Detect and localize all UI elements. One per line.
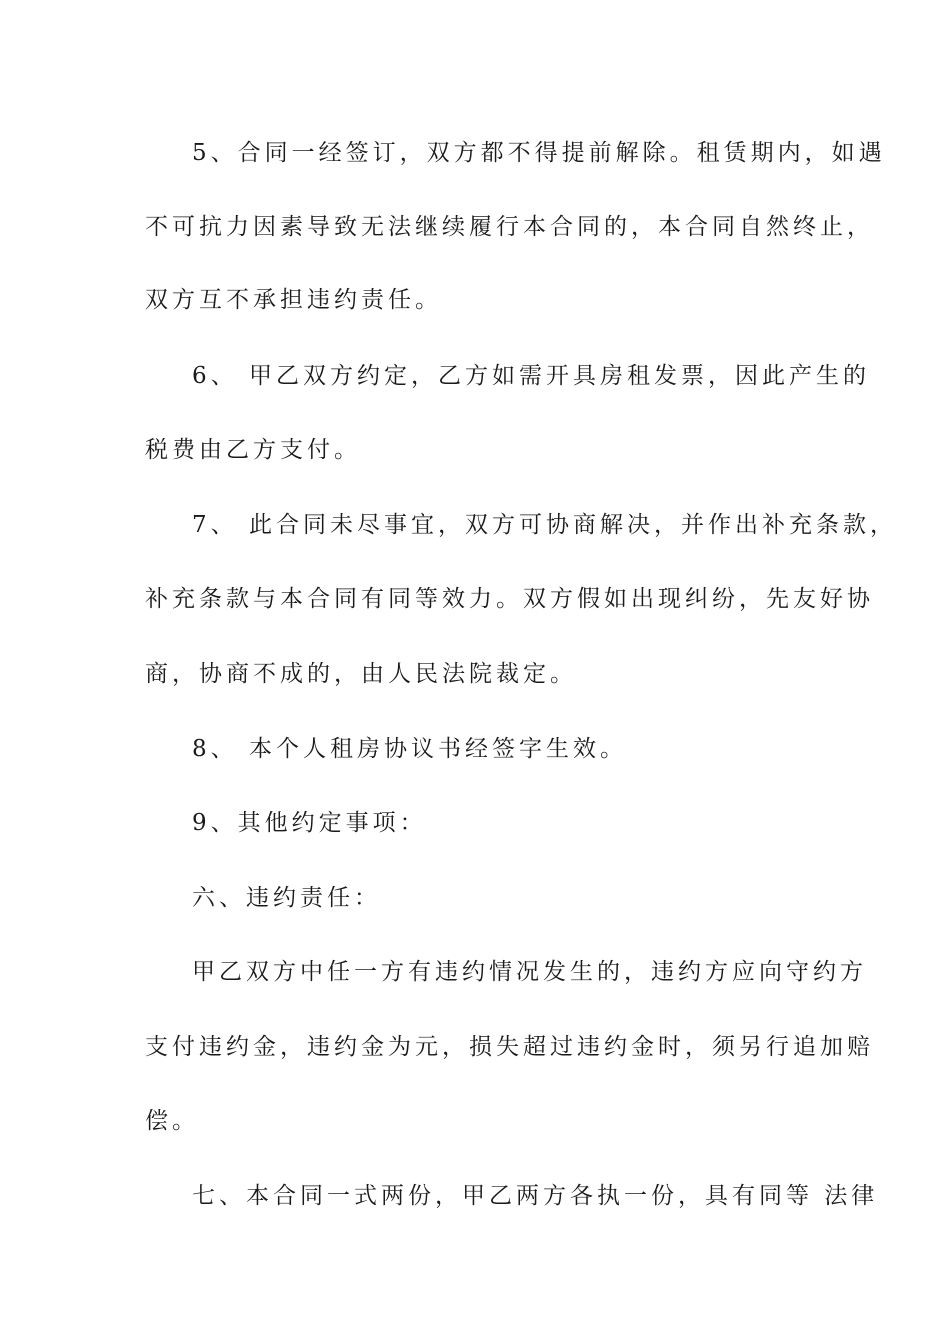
clause-6-line-1: 6、 甲乙双方约定，乙方如需开具房租发票，因此产生的 <box>192 363 870 389</box>
clause-5-line-2: 不可抗力因素导致无法继续履行本合同的，本合同自然终止， <box>145 214 874 240</box>
section-7-line-1: 七、本合同一式两份，甲乙两方各执一份，具有同等 法律 <box>192 1183 879 1209</box>
clause-7-line-3: 商，协商不成的，由人民法院裁定。 <box>145 661 577 687</box>
clause-7-line-2: 补充条款与本合同有同等效力。双方假如出现纠纷，先友好协 <box>145 586 874 612</box>
liability-line-2: 支付违约金，违约金为元，损失超过违约金时，须另行追加赔 <box>145 1034 874 1060</box>
clause-7-line-1: 7、 此合同未尽事宜，双方可协商解决，并作出补充条款， <box>192 512 897 538</box>
clause-5-line-1: 5、合同一经签订，双方都不得提前解除。租赁期内，如遇 <box>192 140 886 166</box>
liability-line-3: 偿。 <box>145 1108 199 1134</box>
clause-5-line-3: 双方互不承担违约责任。 <box>145 287 442 313</box>
clause-8-line: 8、 本个人租房协议书经签字生效。 <box>192 736 627 762</box>
liability-line-1: 甲乙双方中任一方有违约情况发生的，违约方应向守约方 <box>192 959 867 985</box>
section-6-heading: 六、违约责任： <box>192 885 381 911</box>
clause-9-line: 9、其他约定事项： <box>192 810 427 836</box>
clause-6-line-2: 税费由乙方支付。 <box>145 437 361 463</box>
